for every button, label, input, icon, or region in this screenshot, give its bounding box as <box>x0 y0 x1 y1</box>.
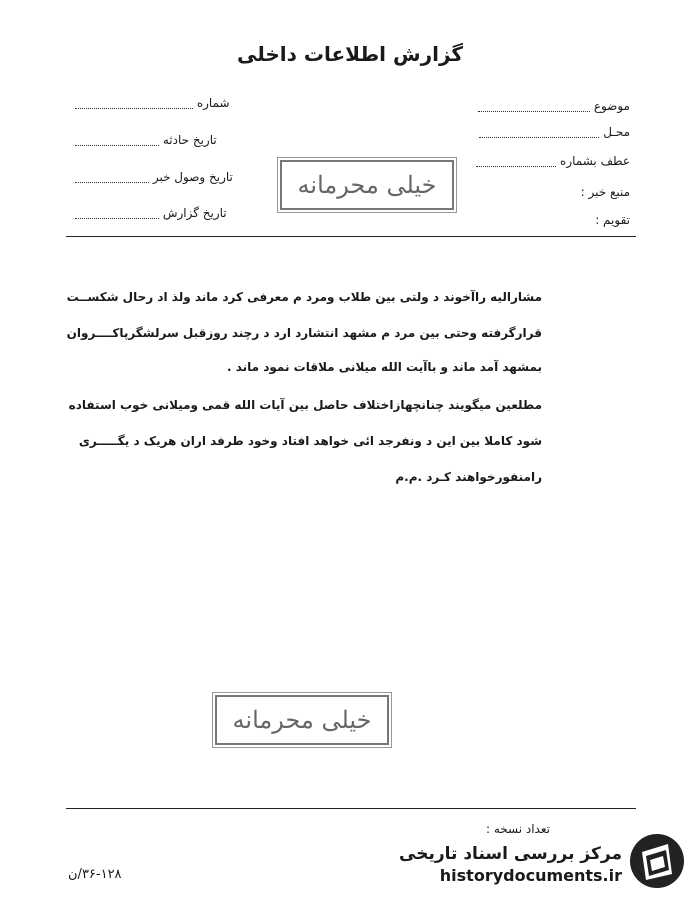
dotted-line <box>75 208 159 219</box>
field-label: تاریخ حادثه <box>162 133 217 147</box>
dotted-line <box>75 172 149 183</box>
field-label: تاریخ وصول خبر <box>152 170 233 184</box>
dotted-line <box>476 156 556 167</box>
body-line: رامنفورخواهند کـرد .م.م <box>395 470 542 484</box>
body-line: شود کاملا بین این د ونفرجد ائی خواهد افتاد وخود طرفد اران هریک د یگـــــری <box>78 434 542 448</box>
field-incident-date <box>75 133 217 147</box>
field-label: تاریخ گزارش <box>162 206 227 220</box>
report-title: گزارش اطلاعات داخلی <box>236 42 464 66</box>
field-label: تقویم : <box>595 213 630 227</box>
field-source <box>581 185 630 199</box>
field-label: عطف بشماره <box>560 154 630 168</box>
body-line: مشارالیه راآخوند د ولتی بین طلاب ومرد م معرفی کرد ماند ولذ اد رحال شکســت <box>66 290 542 304</box>
archive-website: historydocuments.ir <box>439 866 622 885</box>
body-line: قرارگرفته وحتی بین مرد م مشهد انتشارد ارد د رچند روزقبل سرلشگرپاکــــروان <box>66 326 542 340</box>
dotted-line <box>479 127 599 138</box>
field-number <box>75 96 230 110</box>
confidential-stamp: خیلی محرمانه <box>215 695 389 745</box>
field-label: محـل <box>603 125 630 139</box>
field-calendar <box>595 213 630 227</box>
field-report-date <box>75 206 227 220</box>
body-line: مطلعین میگویند چنانچهازاختلاف حاصل بین آیات الله قمی ومیلانی خوب استفاده <box>68 398 542 412</box>
archive-name: مرکز بررسی اسناد تاریخی <box>399 844 622 864</box>
field-location <box>479 125 630 139</box>
field-label: شماره <box>196 96 230 110</box>
dotted-line <box>478 101 590 112</box>
dotted-line <box>75 135 159 146</box>
copies-count-label: تعداد نسخه : <box>485 822 550 836</box>
field-label: منبع خبر : <box>580 185 630 199</box>
field-reference <box>476 154 630 168</box>
confidential-stamp: خیلی محرمانه <box>280 160 454 210</box>
field-receipt-date <box>75 170 233 184</box>
archive-logo-icon <box>628 830 686 896</box>
field-subject <box>478 99 630 113</box>
footer-divider <box>66 808 636 809</box>
header-divider <box>66 236 636 237</box>
document-number: ۳۶-۱۲۸/ن <box>68 867 122 882</box>
dotted-line <box>75 98 193 109</box>
field-label: موضوع <box>593 99 630 113</box>
body-line: بمشهد آمد ماند و باآیت الله میلانی ملاقات نمود ماند . <box>226 360 542 374</box>
